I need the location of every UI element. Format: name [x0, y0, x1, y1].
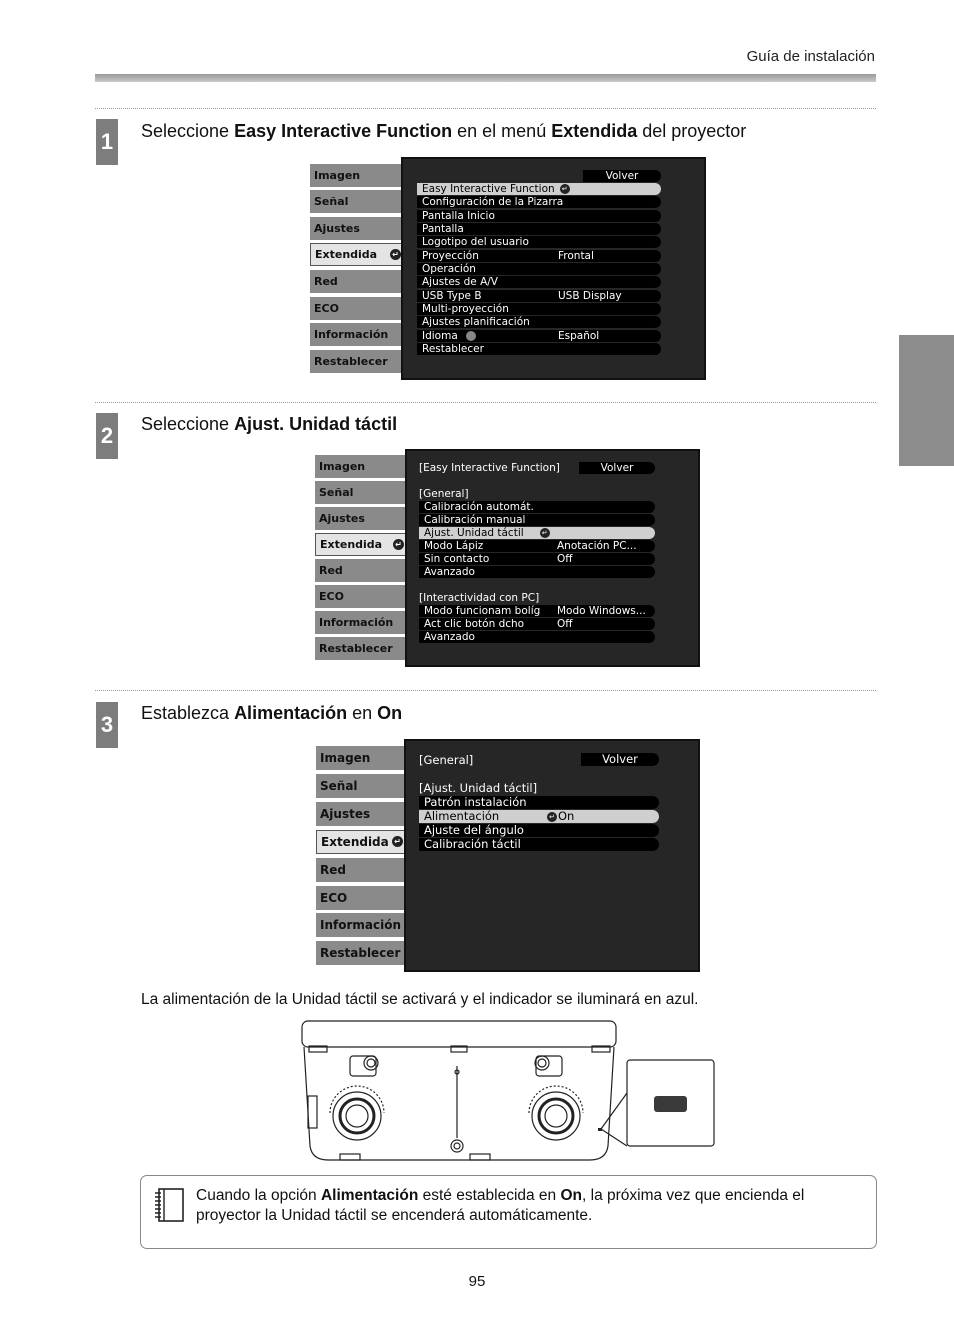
menu-row[interactable]: Logotipo del usuario — [417, 236, 661, 248]
globe-icon — [466, 331, 476, 341]
group-title: [General] — [419, 488, 469, 500]
osd-menu-easy-interactive — [315, 449, 700, 667]
osd-panel — [405, 449, 700, 667]
osd-tab[interactable]: Ajustes — [315, 507, 410, 530]
osd-tab-selected[interactable]: Extendida ↵ — [316, 830, 411, 854]
osd-tab[interactable]: Restablecer — [316, 941, 409, 965]
osd-tab[interactable]: Red — [315, 559, 410, 582]
menu-row[interactable]: Operación — [417, 263, 661, 275]
menu-row[interactable]: Modo funcionam bolíg Modo Windows... — [419, 605, 655, 617]
osd-tab[interactable]: Señal — [316, 774, 409, 798]
step-instruction: Seleccione Easy Interactive Function en el menú Extendida del proyector — [141, 121, 747, 141]
menu-row[interactable]: Patrón instalación — [419, 796, 659, 809]
menu-row[interactable]: Modo Lápiz Anotación PC... — [419, 540, 655, 552]
osd-menu-touch-unit — [316, 739, 700, 972]
osd-tab[interactable]: Información — [315, 611, 410, 634]
step-instruction: Seleccione Ajust. Unidad táctil — [141, 414, 398, 434]
group-title: [Ajust. Unidad táctil] — [419, 781, 538, 795]
menu-row[interactable]: Ajustes de A/V — [417, 276, 661, 288]
group-title: [Interactividad con PC] — [419, 592, 540, 604]
enter-icon: ↵ — [547, 812, 557, 822]
osd-tab[interactable]: Imagen — [316, 746, 409, 770]
notebook-icon — [153, 1187, 185, 1223]
menu-row[interactable]: Pantalla — [417, 223, 661, 235]
menu-row[interactable]: Act clic botón dcho Off — [419, 618, 655, 630]
menu-row[interactable]: Calibración táctil — [419, 838, 659, 851]
osd-tab[interactable]: Imagen — [315, 455, 410, 478]
side-tab — [899, 335, 954, 466]
divider — [95, 690, 876, 691]
menu-row[interactable]: Multi-proyección — [417, 303, 661, 315]
menu-row[interactable]: Configuración de la Pizarra — [417, 196, 661, 208]
indicator-light — [654, 1096, 687, 1112]
enter-icon: ↵ — [393, 539, 404, 550]
menu-row[interactable]: Pantalla Inicio — [417, 210, 661, 222]
touch-unit-illustration — [300, 1018, 720, 1164]
menu-title: [Easy Interactive Function] — [419, 462, 560, 474]
menu-row[interactable]: Sin contacto Off — [419, 553, 655, 565]
page-number: 95 — [468, 1273, 486, 1290]
osd-tab-selected[interactable]: Extendida ↵ — [315, 533, 412, 556]
back-button[interactable]: Volver — [581, 753, 659, 766]
menu-row-selected[interactable]: Alimentación ↵ On — [419, 810, 659, 823]
menu-row[interactable]: Restablecer — [417, 343, 661, 355]
step-instruction: Establezca Alimentación en On — [141, 703, 403, 723]
osd-tab[interactable]: Imagen — [310, 164, 404, 187]
menu-title: [General] — [419, 753, 474, 767]
step-badge: 3 — [96, 702, 118, 748]
osd-tab[interactable]: Información — [310, 323, 404, 346]
menu-row[interactable]: Avanzado — [419, 631, 655, 643]
osd-tab-selected[interactable]: Extendida ↵ — [310, 243, 409, 266]
osd-tab[interactable]: Señal — [310, 190, 404, 213]
osd-tab[interactable]: Ajustes — [310, 217, 404, 240]
menu-row[interactable]: Ajuste del ángulo — [419, 824, 659, 837]
result-paragraph: La alimentación de la Unidad táctil se activará y el indicador se iluminará en azul. — [141, 991, 699, 1008]
osd-tab[interactable]: Información — [316, 913, 409, 937]
step-badge: 1 — [96, 119, 118, 165]
menu-row[interactable]: USB Type B USB Display — [417, 290, 661, 302]
osd-tab[interactable]: Restablecer — [315, 637, 410, 660]
menu-row[interactable]: Ajustes planificación — [417, 316, 661, 328]
enter-icon: ↵ — [540, 528, 550, 538]
header-bar — [95, 74, 876, 82]
menu-row[interactable]: Proyección Frontal — [417, 250, 661, 262]
menu-row[interactable]: Calibración automát. — [419, 501, 655, 513]
osd-panel — [404, 739, 700, 972]
divider — [95, 402, 876, 403]
osd-panel — [401, 157, 706, 380]
menu-row-selected[interactable]: Easy Interactive Function ↵ — [417, 183, 661, 195]
enter-icon: ↵ — [390, 249, 401, 260]
step-badge: 2 — [96, 413, 118, 459]
osd-tab[interactable]: Restablecer — [310, 350, 404, 373]
menu-row-selected[interactable]: Ajust. Unidad táctil ↵ — [419, 527, 655, 539]
osd-tab[interactable]: ECO — [316, 886, 409, 910]
osd-tab[interactable]: Ajustes — [316, 802, 409, 826]
enter-icon: ↵ — [392, 836, 403, 847]
menu-row[interactable]: Calibración manual — [419, 514, 655, 526]
note-text: Cuando la opción Alimentación esté establecida en On, la próxima vez que encienda el proyector la Unidad táctil se encenderá automáticamente. — [196, 1187, 805, 1224]
osd-menu-extendida — [310, 157, 706, 380]
enter-icon: ↵ — [560, 184, 570, 194]
osd-tab[interactable]: Señal — [315, 481, 410, 504]
osd-tab[interactable]: ECO — [310, 297, 404, 320]
page-header-title: Guía de instalación — [746, 48, 875, 65]
osd-tab[interactable]: Red — [310, 270, 404, 293]
menu-row[interactable]: Idioma Español — [417, 330, 661, 342]
back-button[interactable]: Volver — [579, 462, 655, 474]
osd-tab[interactable]: ECO — [315, 585, 410, 608]
back-button[interactable]: Volver — [583, 170, 661, 182]
divider — [95, 108, 876, 109]
menu-row[interactable]: Avanzado — [419, 566, 655, 578]
osd-tab[interactable]: Red — [316, 858, 409, 882]
